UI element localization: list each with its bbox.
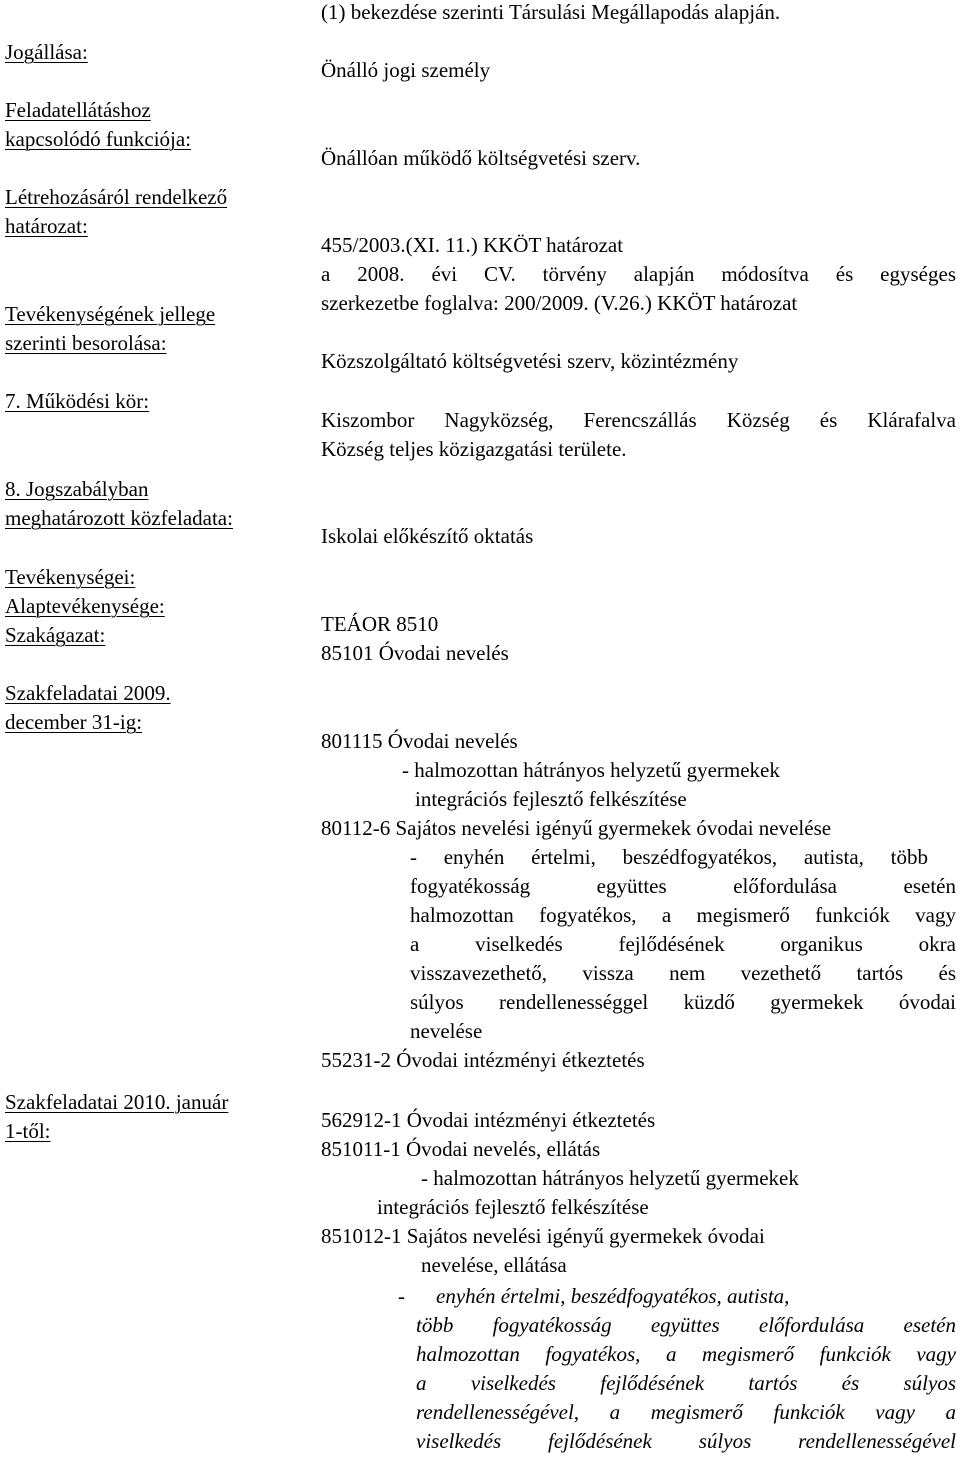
label-jelleg-1: Tevékenységének jellege (5, 302, 216, 326)
szak-2009-line-2: - halmozottan hátrányos helyzetű gyermekek (402, 758, 780, 782)
szak-2010-line-4: integrációs fejlesztő felkészítése (377, 1195, 649, 1219)
label-mukodesi-kor: 7. Működési kör: (5, 389, 150, 413)
value-szakagazat: 85101 Óvodai nevelés (321, 641, 509, 665)
value-teaor: TEÁOR 8510 (321, 612, 439, 636)
szak-2009-line-4: 80112-6 Sajátos nevelési igényű gyermekek óvodai nevelése (321, 816, 832, 840)
szak-2010-line-12: viselkedés fejlődésének súlyos rendellenességével (416, 1429, 956, 1453)
label-szakfeladatai-2009-2: december 31-ig: (5, 710, 143, 734)
szak-2009-line-12: 55231-2 Óvodai intézményi étkeztetés (321, 1048, 645, 1072)
szak-2009-line-8: a viselkedés fejlődésének organikus okra (410, 932, 956, 956)
szak-2010-line-2: 851011-1 Óvodai nevelés, ellátás (321, 1137, 601, 1161)
label-funkcio-2: kapcsolódó funkciója: (5, 127, 192, 151)
szak-2010-line-7-dash: - (398, 1284, 405, 1308)
szak-2009-line-11: nevelése (410, 1019, 483, 1043)
szak-2010-line-5: 851012-1 Sajátos nevelési igényű gyermekek óvodai (321, 1224, 765, 1248)
szak-2010-line-7: enyhén értelmi, beszédfogyatékos, autista, (436, 1284, 790, 1308)
szak-2010-line-11: rendellenességével, a megismerő funkciók vagy a (416, 1400, 956, 1424)
szak-2010-line-8: több fogyatékosság együttes előfordulása esetén (416, 1313, 956, 1337)
szak-2009-line-9: visszavezethető, vissza nem vezethető tartós és (410, 961, 956, 985)
label-kozfeladat-1: 8. Jogszabályban (5, 477, 149, 501)
label-letrehozas-2: határozat: (5, 214, 88, 238)
label-kozfeladat-2: meghatározott közfeladata: (5, 506, 233, 530)
value-mukodesi-kor-2: Község teljes közigazgatási területe. (321, 437, 627, 461)
value-funkcio: Önállóan működő költségvetési szerv. (321, 146, 641, 170)
value-hatarozat-3: szerkezetbe foglalva: 200/2009. (V.26.) KKÖT határozat (321, 291, 798, 315)
szak-2009-line-3: integrációs fejlesztő felkészítése (415, 787, 687, 811)
label-jogallas: Jogállása: (5, 40, 88, 64)
szak-2010-line-3: - halmozottan hátrányos helyzetű gyermekek (421, 1166, 799, 1190)
szak-2010-line-6: nevelése, ellátása (421, 1253, 567, 1277)
value-top-line: (1) bekezdése szerinti Társulási Megállapodás alapján. (321, 0, 781, 24)
szak-2010-line-9: halmozottan fogyatékos, a megismerő funkciók vagy (416, 1342, 956, 1366)
label-szakfeladatai-2009-1: Szakfeladatai 2009. (5, 681, 171, 705)
value-kozfeladat: Iskolai előkészítő oktatás (321, 524, 534, 548)
value-hatarozat-1: 455/2003.(XI. 11.) KKÖT határozat (321, 233, 624, 257)
label-funkcio-1: Feladatellátáshoz (5, 98, 151, 122)
label-alaptevekenyseg: Alaptevékenysége: (5, 594, 165, 618)
label-tevekenysegei: Tevékenységei: (5, 565, 136, 589)
szak-2009-line-7: halmozottan fogyatékos, a megismerő funkciók vagy (410, 903, 956, 927)
label-szakagazat: Szakágazat: (5, 623, 106, 647)
szak-2010-line-1: 562912-1 Óvodai intézményi étkeztetés (321, 1108, 656, 1132)
szak-2010-line-10: a viselkedés fejlődésének tartós és súlyos (416, 1371, 956, 1395)
value-jelleg: Közszolgáltató költségvetési szerv, közintézmény (321, 349, 739, 373)
value-mukodesi-kor-1: Kiszombor Nagyközség, Ferencszállás Község és Klárafalva (321, 408, 956, 432)
label-szakfeladatai-2010-1: Szakfeladatai 2010. január (5, 1090, 229, 1114)
label-letrehozas-1: Létrehozásáról rendelkező (5, 185, 228, 209)
szak-2009-line-10: súlyos rendellenességgel küzdő gyermekek óvodai (410, 990, 956, 1014)
value-hatarozat-2: a 2008. évi CV. törvény alapján módosítva és egységes (321, 262, 956, 286)
szak-2009-line-6: fogyatékosság együttes előfordulása esetén (410, 874, 956, 898)
label-szakfeladatai-2010-2: 1-től: (5, 1119, 51, 1143)
label-jelleg-2: szerinti besorolása: (5, 331, 167, 355)
szak-2009-line-1: 801115 Óvodai nevelés (321, 729, 518, 753)
szak-2009-line-5: - enyhén értelmi, beszédfogyatékos, autista, több (410, 845, 928, 869)
value-jogallas: Önálló jogi személy (321, 58, 491, 82)
